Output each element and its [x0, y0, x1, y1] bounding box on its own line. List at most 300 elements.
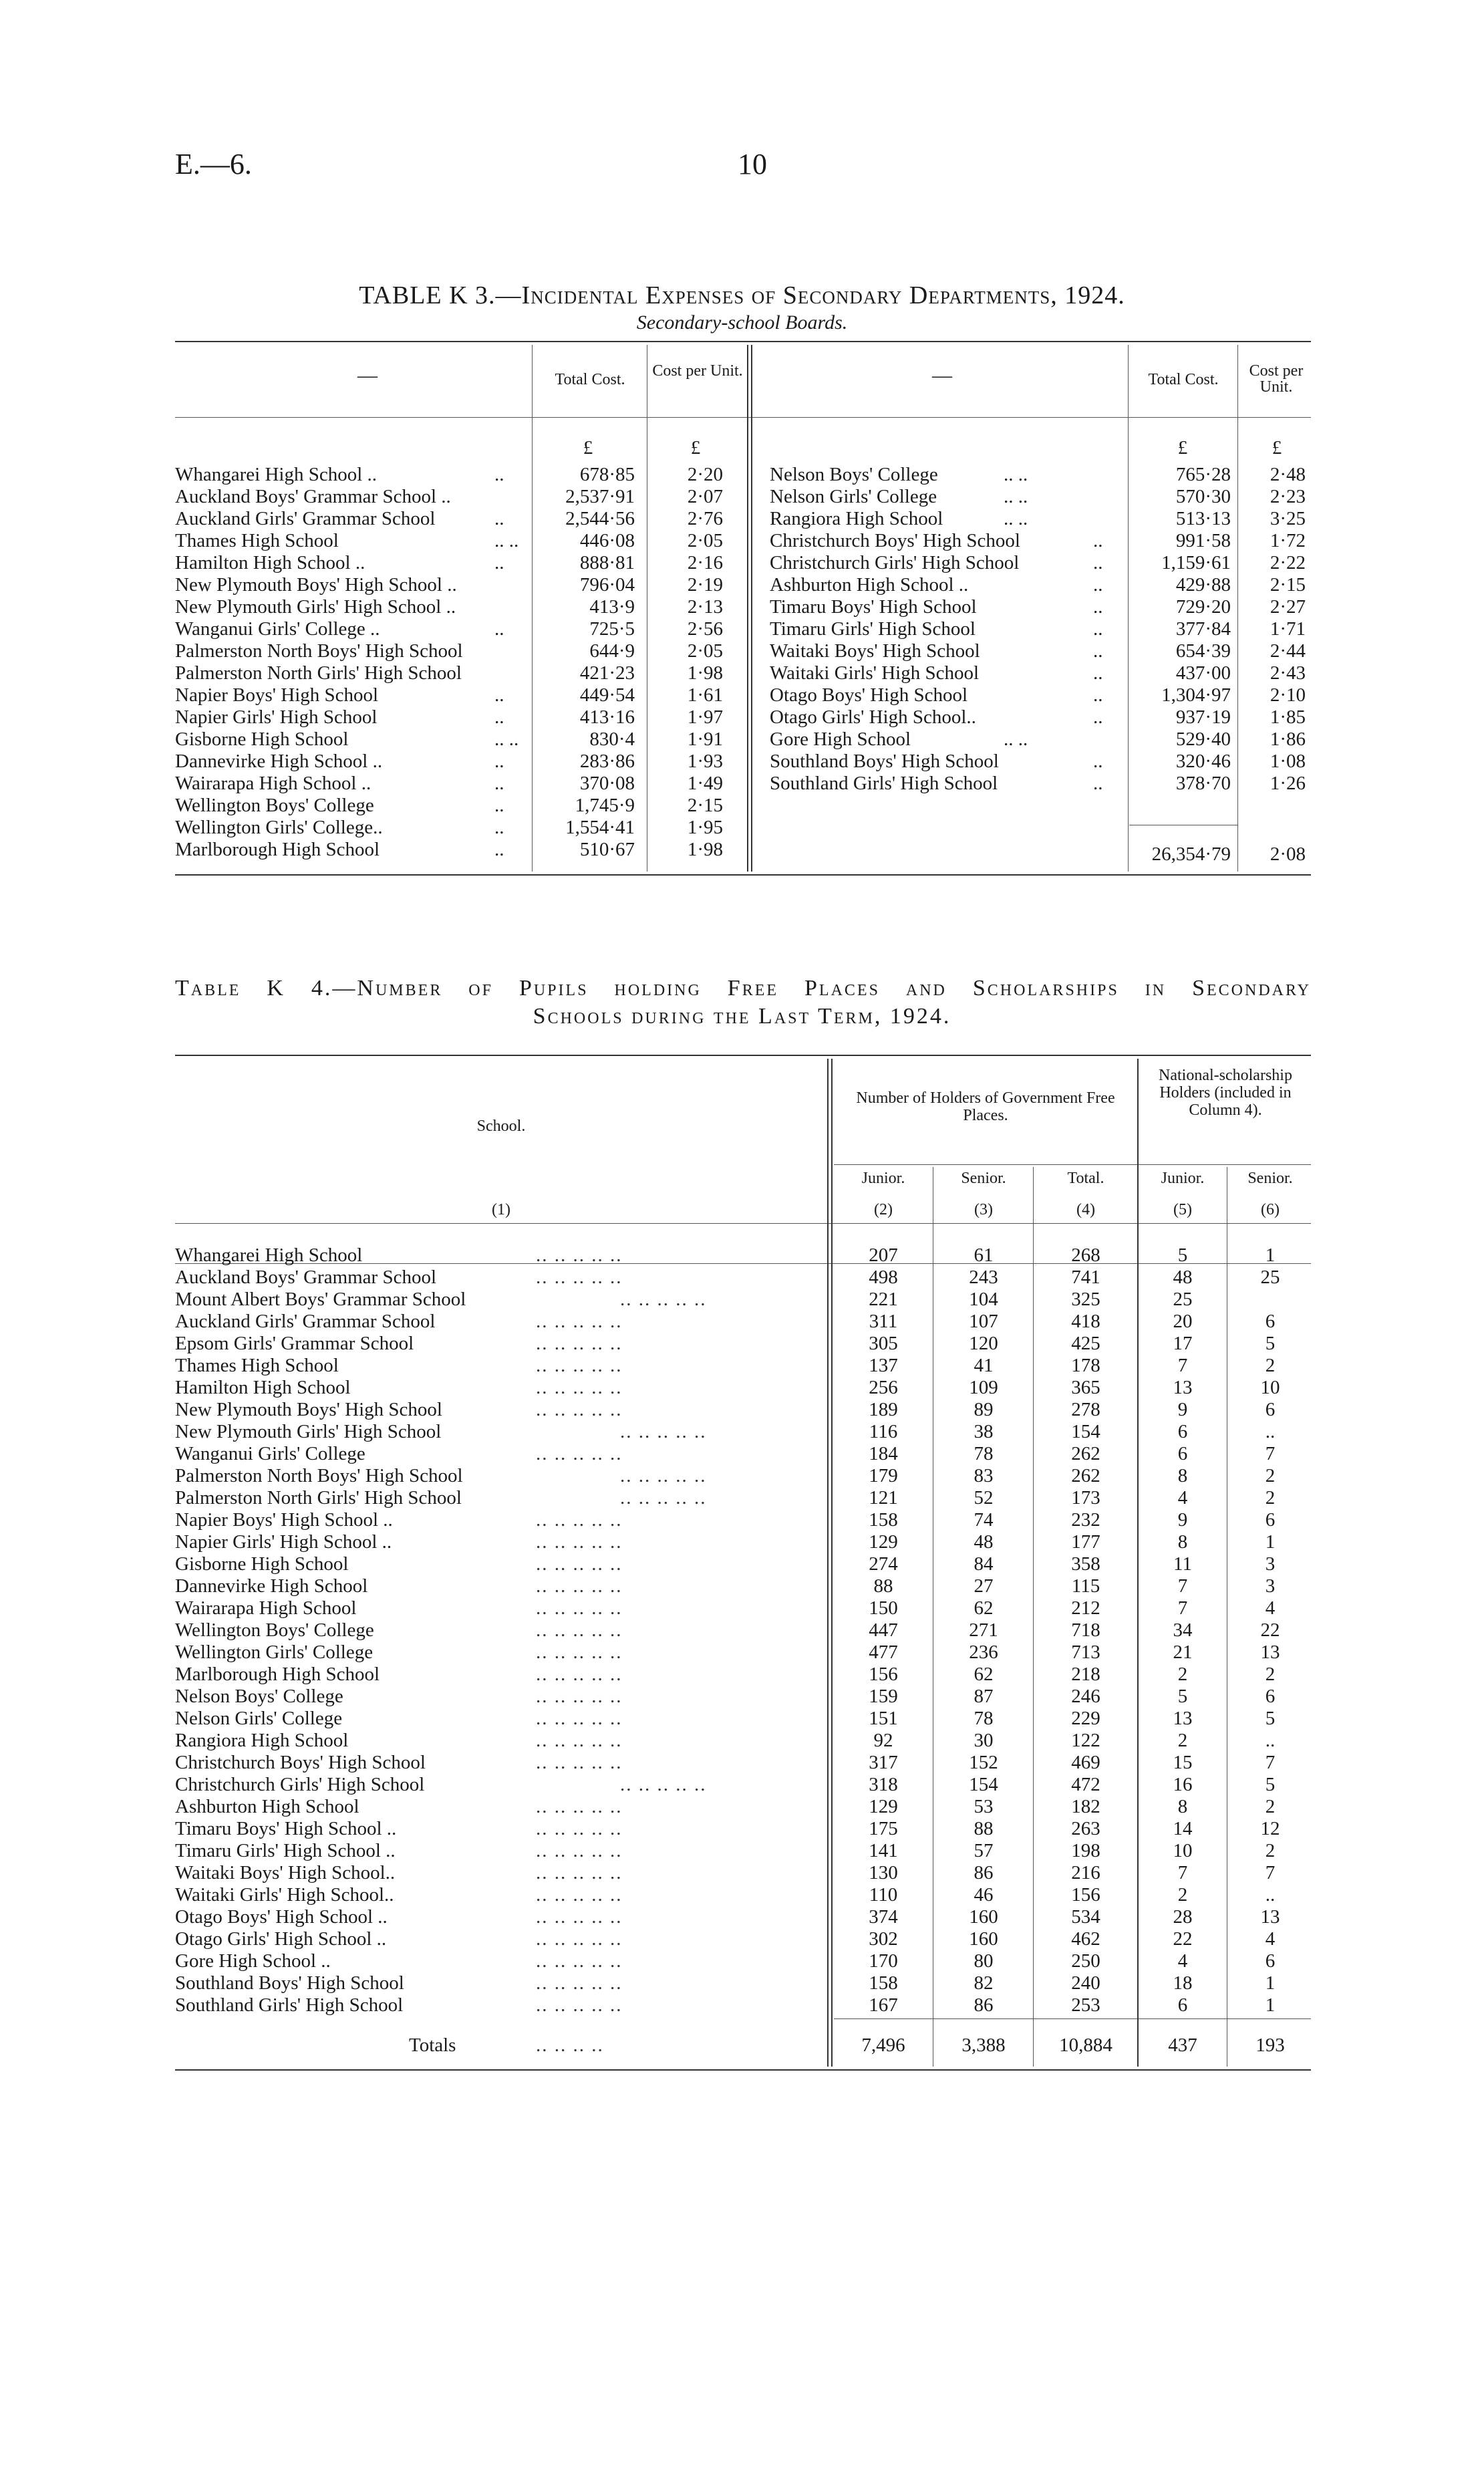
k3-cost-per-unit: 2·13: [687, 596, 723, 618]
k4-school-name: Palmerston North Boys' High School: [175, 1465, 463, 1486]
k4-cell-nat-junior: 25: [1173, 1289, 1193, 1310]
k3-total-cost: 2,544·56: [565, 508, 635, 529]
k4-cell-nat-senior: 5: [1265, 1774, 1276, 1795]
k4-cell-nat-junior: 20: [1173, 1311, 1193, 1332]
k3-cost-per-unit: 1·26: [1270, 773, 1306, 794]
k4-table-row: [175, 1377, 1311, 1399]
k3-head-total-cost-right: Total Cost.: [1148, 371, 1219, 388]
k3-total-cost: 1,159·61: [1161, 552, 1231, 573]
k3-leader-dots: ..: [494, 773, 504, 794]
k3-total-cost: 1,554·41: [565, 817, 635, 838]
k4-cell-nat-senior: 7: [1265, 1862, 1276, 1883]
k4-leader-dots: .. .. .. .. ..: [536, 1950, 623, 1972]
k4-cell-nat-senior: 5: [1265, 1708, 1276, 1729]
k4-totals-rule: [834, 2018, 1311, 2019]
k4-total-senior: 3,388: [961, 2035, 1006, 2056]
k3-school-name: Whangarei High School ..: [175, 464, 378, 485]
k3-total-cost: 413·9: [589, 596, 635, 618]
k4-cell-nat-junior: 5: [1177, 1686, 1188, 1707]
k4-cell-total: 154: [1071, 1421, 1100, 1442]
k4-cell-junior: 159: [869, 1686, 898, 1707]
k3-school-name: Napier Girls' High School: [175, 706, 378, 728]
k4-leader-dots: .. .. .. .. ..: [536, 1553, 623, 1575]
k3-total-cost: 654·39: [1175, 640, 1231, 662]
k4-cell-nat-junior: 9: [1177, 1509, 1188, 1531]
k3-leader-dots: ..: [494, 508, 504, 529]
k4-table-row: [175, 1906, 1311, 1928]
k3-cost-per-unit: 2·15: [1270, 574, 1306, 596]
k4-cell-nat-junior: 6: [1177, 1421, 1188, 1442]
k3-school-name: Wellington Boys' College: [175, 795, 374, 816]
k4-school-name: Marlborough High School: [175, 1664, 380, 1685]
k3-total-cost: 449·54: [579, 684, 635, 706]
k3-cost-per-unit: 1·97: [687, 706, 723, 728]
k4-table-row: [175, 1267, 1311, 1289]
k3-school-name: Otago Girls' High School..: [770, 706, 976, 728]
k4-cell-nat-senior: 13: [1260, 1642, 1280, 1663]
k3-right-row: [770, 662, 1311, 684]
k4-cell-total: 741: [1071, 1267, 1100, 1288]
k3-school-name: Gore High School: [770, 729, 911, 750]
k3-total-cost: 830·4: [589, 729, 635, 750]
k4-subhead-rule: [834, 1164, 1311, 1165]
k4-cell-nat-junior: 48: [1173, 1267, 1193, 1288]
k4-leader-dots: .. .. .. .. ..: [536, 1597, 623, 1619]
k4-cell-junior: 110: [869, 1884, 898, 1906]
k4-school-name: Dannevirke High School: [175, 1575, 368, 1597]
k4-table-row: [175, 1862, 1311, 1884]
k3-total-cost: 529·40: [1175, 729, 1231, 750]
k3-cost-per-unit: 1·61: [687, 684, 723, 706]
k4-leader-dots: .. .. .. .. ..: [620, 1774, 707, 1795]
k3-cost-per-unit: 2·43: [1270, 662, 1306, 684]
k4-school-name: Whangarei High School: [175, 1245, 363, 1266]
k4-cell-junior: 130: [869, 1862, 898, 1883]
k4-cell-nat-senior: 2: [1265, 1487, 1276, 1509]
k3-school-name: Christchurch Boys' High School: [770, 530, 1020, 551]
k4-cell-nat-senior: 3: [1265, 1575, 1276, 1597]
k4-leader-dots: .. .. .. .. ..: [536, 1245, 623, 1266]
k3-total-cost: 644·9: [589, 640, 635, 662]
k4-school-name: Southland Boys' High School: [175, 1972, 404, 1994]
k4-col-number-1: (1): [492, 1201, 510, 1218]
k4-cell-senior: 74: [974, 1509, 994, 1531]
k4-cell-nat-senior: 7: [1265, 1752, 1276, 1773]
k4-cell-junior: 129: [869, 1796, 898, 1817]
k4-cell-senior: 38: [974, 1421, 994, 1442]
k4-cell-junior: 116: [869, 1421, 898, 1442]
k4-cell-junior: 184: [869, 1443, 898, 1464]
k3-school-name: Marlborough High School: [175, 839, 380, 860]
k4-school-name: Epsom Girls' Grammar School: [175, 1333, 414, 1354]
k4-table-row: [175, 1465, 1311, 1487]
k4-cell-junior: 447: [869, 1619, 898, 1641]
k4-leader-dots: .. .. .. .. ..: [536, 1575, 623, 1597]
k4-cell-senior: 48: [974, 1531, 994, 1553]
k4-cell-junior: 121: [869, 1487, 898, 1509]
k4-cell-nat-senior: 4: [1265, 1928, 1276, 1950]
k4-cell-senior: 154: [969, 1774, 998, 1795]
k4-cell-senior: 27: [974, 1575, 994, 1597]
k4-col-number-2: (2): [874, 1201, 893, 1218]
k4-cell-nat-senior: 2: [1265, 1796, 1276, 1817]
k4-cell-total: 253: [1071, 1994, 1100, 2016]
k4-leader-dots: .. .. .. .. ..: [620, 1487, 707, 1509]
k4-cell-junior: 477: [869, 1642, 898, 1663]
k3-leader-dots: .. ..: [1004, 508, 1028, 529]
k4-cell-total: 229: [1071, 1708, 1100, 1729]
k3-right-row: [770, 574, 1311, 596]
k4-cell-junior: 179: [869, 1465, 898, 1486]
k4-cell-total: 218: [1071, 1664, 1100, 1685]
k4-cell-junior: 92: [873, 1730, 893, 1751]
k3-right-row: [770, 706, 1311, 729]
k4-cell-senior: 61: [974, 1245, 994, 1266]
k4-leader-dots: .. .. .. .. ..: [536, 1730, 623, 1751]
k3-total-cost: 1,745·9: [575, 795, 635, 816]
k4-cell-nat-junior: 14: [1173, 1818, 1193, 1839]
k4-cell-nat-senior: 22: [1260, 1619, 1280, 1641]
k4-cell-junior: 318: [869, 1774, 898, 1795]
k4-totals-leader: .. .. .. ..: [536, 2035, 604, 2056]
k3-total-cost: 796·04: [579, 574, 635, 596]
k4-cell-senior: 83: [974, 1465, 994, 1486]
k4-cell-nat-senior: 5: [1265, 1333, 1276, 1354]
k4-school-name: Wellington Girls' College: [175, 1642, 374, 1663]
k3-total-cost: 570·30: [1175, 486, 1231, 507]
k3-total-cost: 765·28: [1175, 464, 1231, 485]
k4-cell-junior: 311: [869, 1311, 898, 1332]
k4-cell-total: 718: [1071, 1619, 1100, 1641]
k4-leader-dots: .. .. .. .. ..: [536, 1972, 623, 1994]
k4-cell-senior: 82: [974, 1972, 994, 1994]
k3-right-row: [770, 640, 1311, 662]
k4-cell-junior: 175: [869, 1818, 898, 1839]
k3-school-name: Gisborne High School: [175, 729, 349, 750]
k3-leader-dots: ..: [494, 552, 504, 573]
k4-cell-nat-senior: 1: [1265, 1245, 1276, 1266]
k3-cost-per-unit: 3·25: [1270, 508, 1306, 529]
k3-cost-per-unit: 2·27: [1270, 596, 1306, 618]
k4-cell-senior: 271: [969, 1619, 998, 1641]
k4-table-row: [175, 1245, 1311, 1267]
k3-leader-dots: ..: [494, 817, 504, 838]
k4-cell-total: 469: [1071, 1752, 1100, 1773]
k4-school-name: Timaru Boys' High School ..: [175, 1818, 397, 1839]
k3-right-row: [770, 751, 1311, 773]
k4-school-name: Auckland Girls' Grammar School: [175, 1311, 436, 1332]
k4-cell-senior: 89: [974, 1399, 994, 1420]
k4-cell-senior: 41: [974, 1355, 994, 1376]
k4-cell-total: 358: [1071, 1553, 1100, 1575]
k4-cell-junior: 156: [869, 1664, 898, 1685]
k3-cost-per-unit: 1·98: [687, 839, 723, 860]
k3-cost-per-unit: 2·22: [1270, 552, 1306, 573]
k3-right-row: [770, 508, 1311, 530]
k4-table-row: [175, 1664, 1311, 1686]
k4-cell-senior: 86: [974, 1994, 994, 2016]
k4-school-name: Southland Girls' High School: [175, 1994, 404, 2016]
k3-total-cost: 429·88: [1175, 574, 1231, 596]
k4-cell-senior: 53: [974, 1796, 994, 1817]
k3-leader-dots: ..: [1093, 596, 1103, 618]
k4-cell-senior: 88: [974, 1818, 994, 1839]
k3-cost-per-unit: 1·91: [687, 729, 723, 750]
k3-leader-dots: .. ..: [494, 729, 519, 750]
k4-cell-total: 122: [1071, 1730, 1100, 1751]
k4-table-row: [175, 1796, 1311, 1818]
k3-left-row: [175, 795, 1311, 817]
k3-total-cost: 513·13: [1175, 508, 1231, 529]
k3-right-row: [770, 773, 1311, 795]
k3-total-cost: 725·5: [589, 618, 635, 640]
k3-right-row: [770, 552, 1311, 574]
k4-head-junior-nat: Junior.: [1161, 1170, 1205, 1187]
k4-leader-dots: .. .. .. .. ..: [536, 1818, 623, 1839]
k3-school-name: Wairarapa High School ..: [175, 773, 372, 794]
k4-leader-dots: .. .. .. .. ..: [536, 1840, 623, 1861]
k3-leader-dots: ..: [494, 751, 504, 772]
k4-leader-dots: .. .. .. .. ..: [536, 1862, 623, 1883]
k4-school-name: Otago Girls' High School ..: [175, 1928, 387, 1950]
k3-school-name: Otago Boys' High School: [770, 684, 968, 706]
k4-cell-senior: 62: [974, 1597, 994, 1619]
k4-cell-total: 462: [1071, 1928, 1100, 1950]
k4-cell-nat-junior: 7: [1177, 1355, 1188, 1376]
k3-title: [0, 281, 1484, 310]
k4-leader-dots: .. .. .. .. ..: [536, 1994, 623, 2016]
k4-cell-junior: 221: [869, 1289, 898, 1310]
k4-table-row: [175, 1708, 1311, 1730]
k3-cost-per-unit: 1·08: [1270, 751, 1306, 772]
k4-school-name: Waitaki Boys' High School..: [175, 1862, 396, 1883]
k4-cell-junior: 158: [869, 1972, 898, 1994]
k4-total-total: 10,884: [1059, 2035, 1112, 2056]
k4-cell-senior: 78: [974, 1443, 994, 1464]
k3-cost-per-unit: 1·93: [687, 751, 723, 772]
k3-cost-per-unit: 1·86: [1270, 729, 1306, 750]
k3-header-rule: [175, 417, 1311, 418]
k3-leader-dots: .. ..: [1004, 729, 1028, 750]
k3-school-name: New Plymouth Girls' High School ..: [175, 596, 456, 618]
k3-school-name: Nelson Girls' College: [770, 486, 937, 507]
k4-cell-senior: 107: [969, 1311, 998, 1332]
k4-cell-junior: 88: [873, 1575, 893, 1597]
k3-leader-dots: ..: [1093, 640, 1103, 662]
k4-cell-junior: 167: [869, 1994, 898, 2016]
k3-right-row: [770, 464, 1311, 486]
k4-table-row: [175, 1311, 1311, 1333]
k4-cell-total: 178: [1071, 1355, 1100, 1376]
k3-school-name: Nelson Boys' College: [770, 464, 938, 485]
k4-school-name: New Plymouth Girls' High School: [175, 1421, 442, 1442]
k4-table-row: [175, 1774, 1311, 1796]
k3-total-cost: 937·19: [1175, 706, 1231, 728]
k4-cell-nat-senior: ..: [1265, 1421, 1276, 1442]
k4-cell-total: 173: [1071, 1487, 1100, 1509]
k3-top-rule: [175, 341, 1311, 342]
k4-cell-senior: 57: [974, 1840, 994, 1861]
k4-cell-senior: 80: [974, 1950, 994, 1972]
k4-school-name: Gore High School ..: [175, 1950, 331, 1972]
k4-table-row: [175, 1421, 1311, 1443]
k4-cell-senior: 52: [974, 1487, 994, 1509]
k4-cell-junior: 207: [869, 1245, 898, 1266]
k3-bottom-rule: [175, 874, 1311, 876]
k4-cell-nat-senior: 13: [1260, 1906, 1280, 1928]
k4-cell-nat-junior: 10: [1173, 1840, 1193, 1861]
k4-total-nat-senior: 193: [1255, 2035, 1285, 2056]
k4-col-number-6: (6): [1261, 1201, 1280, 1218]
k4-cell-senior: 62: [974, 1664, 994, 1685]
k3-right-row: [770, 486, 1311, 508]
k3-school-name: Wellington Girls' College..: [175, 817, 383, 838]
k4-cell-nat-senior: 2: [1265, 1664, 1276, 1685]
k4-leader-dots: .. .. .. .. ..: [536, 1884, 623, 1906]
k3-cost-per-unit: 2·20: [687, 464, 723, 485]
k4-cell-junior: 137: [869, 1355, 898, 1376]
k4-head-national: National-scholarship Holders (included in Column 4).: [1159, 1067, 1292, 1119]
k4-table-row: [175, 1972, 1311, 1994]
k4-cell-total: 365: [1071, 1377, 1100, 1398]
k4-school-name: Otago Boys' High School ..: [175, 1906, 388, 1928]
k4-cell-nat-junior: 5: [1177, 1245, 1188, 1266]
k3-right-row: [770, 684, 1311, 706]
k3-cost-per-unit: 2·44: [1270, 640, 1306, 662]
k4-table-row: [175, 1619, 1311, 1642]
k4-table-row: [175, 1487, 1311, 1509]
k3-cost-per-unit: 1·98: [687, 662, 723, 684]
k3-total-cost: 2,537·91: [565, 486, 635, 507]
k4-table-row: [175, 1730, 1311, 1752]
k4-cell-senior: 46: [974, 1884, 994, 1906]
k4-cell-nat-junior: 4: [1177, 1950, 1188, 1972]
k4-cell-total: 246: [1071, 1686, 1100, 1707]
k3-pound-sign: £: [583, 437, 593, 459]
k4-cell-nat-senior: 6: [1265, 1399, 1276, 1420]
k4-table-row: [175, 1553, 1311, 1575]
k4-col-number-4: (4): [1076, 1201, 1095, 1218]
k4-cell-nat-junior: 7: [1177, 1575, 1188, 1597]
k4-head-junior: Junior.: [861, 1170, 905, 1187]
k4-cell-nat-senior: 6: [1265, 1509, 1276, 1531]
k4-cell-nat-senior: 2: [1265, 1355, 1276, 1376]
k3-title-prefix: TABLE K 3.—: [359, 281, 522, 309]
k4-cell-nat-senior: ..: [1265, 1730, 1276, 1751]
k4-leader-dots: .. .. .. .. ..: [620, 1465, 707, 1486]
k3-school-name: Auckland Girls' Grammar School: [175, 508, 436, 529]
k4-school-name: Napier Boys' High School ..: [175, 1509, 393, 1531]
k4-leader-dots: .. .. .. .. ..: [536, 1333, 623, 1354]
k3-leader-dots: ..: [494, 464, 504, 485]
k3-head-total-cost: Total Cost.: [555, 371, 625, 388]
k4-cell-senior: 160: [969, 1928, 998, 1950]
k3-grand-unit: 2·08: [1270, 843, 1306, 865]
k3-school-name: Timaru Girls' High School: [770, 618, 976, 640]
k4-cell-total: 472: [1071, 1774, 1100, 1795]
k4-cell-nat-junior: 16: [1173, 1774, 1193, 1795]
k4-cell-nat-senior: 1: [1265, 1994, 1276, 2016]
k4-cell-nat-junior: 2: [1177, 1884, 1188, 1906]
k3-cost-per-unit: 2·07: [687, 486, 723, 507]
k3-leader-dots: ..: [1093, 574, 1103, 596]
k3-leader-dots: ..: [1093, 706, 1103, 728]
k3-cost-per-unit: 2·15: [687, 795, 723, 816]
k4-leader-dots: .. .. .. .. ..: [536, 1642, 623, 1663]
k3-total-cost: 991·58: [1175, 530, 1231, 551]
k3-right-row: [770, 596, 1311, 618]
k3-leader-dots: .. ..: [1004, 464, 1028, 485]
k4-head-senior: Senior.: [961, 1170, 1006, 1187]
k3-total-cost: 729·20: [1175, 596, 1231, 618]
k4-head-government: Number of Holders of Government Free Places.: [856, 1089, 1115, 1124]
k4-title-line2: Schools during the Last Term, 1924.: [533, 1004, 951, 1029]
k4-cell-total: 156: [1071, 1884, 1100, 1906]
k4-cell-total: 250: [1071, 1950, 1100, 1972]
k4-table-row: [175, 1884, 1311, 1906]
k4-school-name: Waitaki Girls' High School..: [175, 1884, 394, 1906]
k4-cell-senior: 84: [974, 1553, 994, 1575]
k3-leader-dots: ..: [1093, 662, 1103, 684]
k4-cell-nat-senior: 7: [1265, 1443, 1276, 1464]
document-reference: E.—6.: [175, 148, 252, 180]
k4-school-name: Wairarapa High School: [175, 1597, 357, 1619]
k3-cost-per-unit: 2·05: [687, 640, 723, 662]
k4-head-rule: [175, 1223, 1311, 1224]
k4-cell-total: 240: [1071, 1972, 1100, 1994]
k4-cell-junior: 317: [869, 1752, 898, 1773]
k4-head-total: Total.: [1067, 1170, 1104, 1187]
k3-total-cost: 437·00: [1175, 662, 1231, 684]
k3-total-cost: 320·46: [1175, 751, 1231, 772]
k4-leader-dots: .. .. .. .. ..: [536, 1686, 623, 1707]
k3-pound-sign: £: [690, 437, 701, 459]
k4-cell-nat-junior: 8: [1177, 1465, 1188, 1486]
k4-cell-total: 232: [1071, 1509, 1100, 1531]
k3-total-cost: 378·70: [1175, 773, 1231, 794]
k4-cell-junior: 305: [869, 1333, 898, 1354]
k3-school-name: Ashburton High School ..: [770, 574, 969, 596]
k4-cell-nat-senior: 10: [1260, 1377, 1280, 1398]
k3-total-cost: 370·08: [579, 773, 635, 794]
k4-leader-dots: .. .. .. .. ..: [536, 1664, 623, 1685]
k4-cell-nat-junior: 7: [1177, 1597, 1188, 1619]
k4-cell-nat-junior: 8: [1177, 1796, 1188, 1817]
k4-cell-junior: 141: [869, 1840, 898, 1861]
k4-leader-dots: .. .. .. .. ..: [536, 1267, 623, 1288]
k3-total-cost: 1,304·97: [1161, 684, 1231, 706]
k4-leader-dots: .. .. .. .. ..: [536, 1443, 623, 1464]
k4-totals-row: [175, 2035, 1311, 2057]
k4-school-name: Hamilton High School: [175, 1377, 351, 1398]
k4-cell-junior: 498: [869, 1267, 898, 1288]
k4-cell-nat-senior: 3: [1265, 1553, 1276, 1575]
k4-cell-nat-junior: 13: [1173, 1708, 1193, 1729]
k4-school-name: Christchurch Girls' High School: [175, 1774, 425, 1795]
k4-title-line1: Table K 4.—Number of Pupils holding Free Places and Scholarships in Secondary: [175, 976, 1311, 1001]
k4-table-row: [175, 1994, 1311, 2016]
k4-leader-dots: .. .. .. .. ..: [536, 1355, 623, 1376]
k4-school-name: Wellington Boys' College: [175, 1619, 374, 1641]
k3-subtitle: Secondary-school Boards.: [636, 311, 848, 334]
k4-cell-senior: 86: [974, 1862, 994, 1883]
k4-leader-dots: .. .. .. .. ..: [536, 1509, 623, 1531]
k4-cell-total: 177: [1071, 1531, 1100, 1553]
k4-table-row: [175, 1575, 1311, 1597]
k3-leader-dots: ..: [1093, 751, 1103, 772]
k4-school-name: Napier Girls' High School ..: [175, 1531, 392, 1553]
k4-cell-total: 534: [1071, 1906, 1100, 1928]
